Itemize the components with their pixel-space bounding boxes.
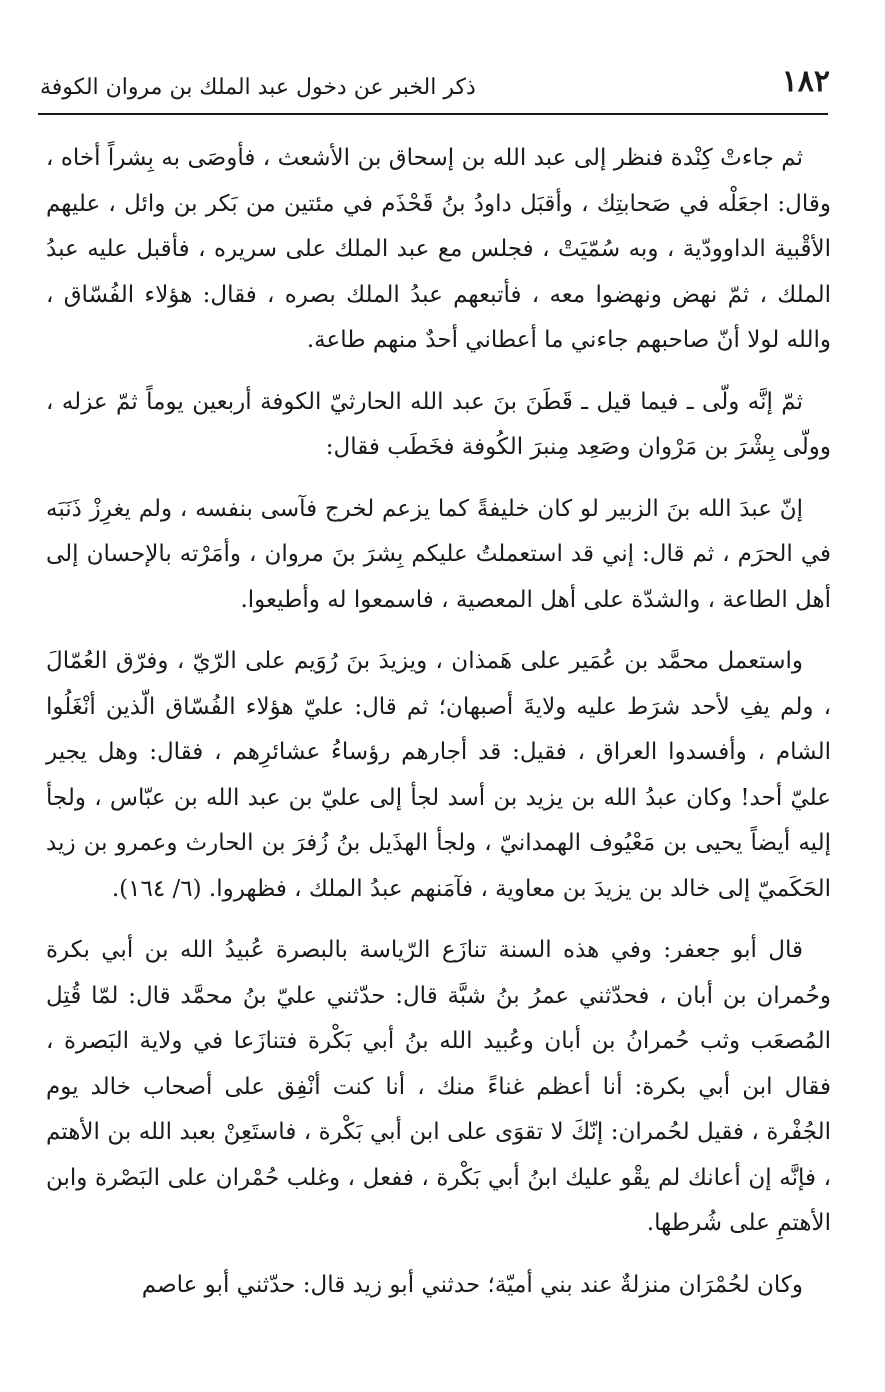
paragraph-6: وكان لحُمْرَان منزلةٌ عند بني أميّة؛ حدثني أبو زيد قال: حدّثني أبو عاصم bbox=[141, 1271, 803, 1298]
paragraph-4: واستعمل محمَّد بن عُمَير على هَمذان ، ويزيدَ بنَ رُوَيم على الرّيّ ، وفرّق العُمّالَ ، ولم يفِ لأحد شرَط عليه ولايةَ أصبهان؛ ثم قال: عليّ هؤلاء الفُسّاق الّذين أنْغَلُوا الشام ، وأفسدوا العراق ، فقيل: قد أجارهم رؤساءُ عشائرِهم ، فقال: وهل يجير عليّ أحد! وكان عبدُ الله بن يزيد بن أسد لجأ إلى عليّ بن عبد الله بن عبّاس ، ولجأ إليه أيضاً يحيى بن مَعْيُوف الهمدانيّ ، ولجأ الهذَيل بنُ زُفرَ بن الحارث وعمرو بن زيد الحَكَميّ إلى خالد بن يزيدَ بن معاوية ، فآمَنهم عبدُ الملك ، فظهروا. (٦/ ١٦٤). bbox=[46, 648, 831, 902]
paragraph-2: ثمّ إنَّه ولّى ـ فيما قيل ـ قَطَنَ بنَ عبد الله الحارثيّ الكوفة أربعين يوماً ثمّ عزله ، وولّى بِشْرَ بن مَرْوان وصَعِد مِنبرَ الكُوفة فخَطَب فقال: bbox=[46, 388, 831, 460]
paragraph-3: إنّ عبدَ الله بنَ الزبير لو كان خليفةً كما يزعم لخرج فآسى بنفسه ، ولم يغرِزْ ذَنَبَه في الحرَم ، ثم قال: إني قد استعملتُ عليكم بِشرَ بنَ مروان ، وأمَرْته بالإحسان إلى أهل الطاعة ، والشدّة على أهل المعصية ، فاسمعوا له وأطيعوا. bbox=[46, 495, 831, 613]
page-body bbox=[46, 136, 831, 1308]
paragraph-1: ثم جاءتْ كِنْدة فنظر إلى عبد الله بن إسحاق بن الأشعث ، فأوصَى به بِشراً أخاه ، وقال: اجعَلْه في صَحابتِك ، وأقبَل داودُ بنُ قَحْذَم في مئتين من بَكر بن وائل ، عليهم الأقْبية الداوودّية ، وبه سُمّيَتْ ، فجلس مع عبد الملك على سريره ، فأقبل عليه عبدُ الملك ، ثمّ نهض ونهضوا معه ، فأتبعهم عبدُ الملك بصره ، فقال: هؤلاء الفُسّاق ، والله لولا أنّ صاحبهم جاءني ما أعطاني أحدٌ منهم طاعة. bbox=[46, 145, 831, 353]
page-number: ١٨٢ bbox=[781, 64, 830, 99]
paragraph-5: قال أبو جعفر: وفي هذه السنة تنازَع الرّياسة بالبصرة عُبيدُ الله بن أبي بكرة وحُمران بن أبان ، فحدّثني عمرُ بنُ شبَّة قال: حدّثني عليّ بنُ محمَّد قال: لمّا قُتِل المُصعَب وثب حُمرانُ بن أبان وعُبيد الله بنُ أبي بَكْرة فتنازَعا في ولاية البَصرة ، فقال ابن أبي بكرة: أنا أعظم غناءً منك ، أنا كنت أنْفِق على أصحاب خالد يوم الجُفْرة ، فقيل لحُمران: إنّكَ لا تقوَى على ابن أبي بَكْرة ، فاستَعِنْ بعبد الله بن الأهتم ، فإنَّه إن أعانك لم يقْو عليك ابنُ أبي بَكْرة ، ففعل ، وغلب حُمْران على البَصْرة وابن الأهتمِ على شُرطها. bbox=[46, 937, 832, 1236]
header-divider bbox=[38, 113, 828, 115]
running-title: ذكر الخبر عن دخول عبد الملك بن مروان الكوفة bbox=[40, 75, 476, 100]
page-header bbox=[40, 62, 830, 110]
